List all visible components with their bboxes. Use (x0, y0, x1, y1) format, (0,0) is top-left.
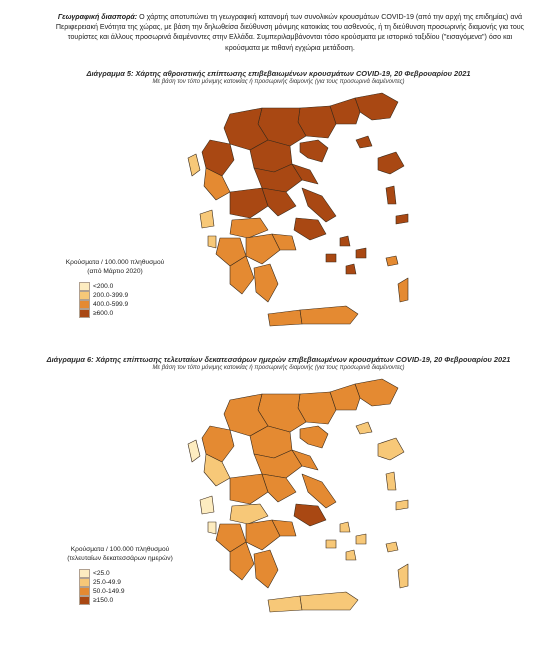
region-laconia (254, 550, 278, 588)
region-chalkidiki (300, 140, 328, 162)
legend-item (79, 578, 185, 587)
legend-label: <200.0 (93, 283, 114, 290)
region-crete-east (300, 306, 358, 324)
region-cyclades-3 (326, 254, 336, 262)
region-cyclades-4 (346, 550, 356, 560)
legend-swatch (79, 569, 90, 578)
region-sterea-west (230, 188, 268, 218)
legend-label: 400.0-599.9 (93, 301, 129, 308)
figure5-subtitle: Με βάση τον τόπο μόνιμης κατοικίας ή προσωρινής διαμονής (για τους προσωρινά διαμένοντες) (152, 79, 405, 85)
region-crete-east (300, 592, 358, 610)
region-samos (396, 214, 408, 224)
figure6-subtitle: Με βάση τον τόπο μόνιμης κατοικίας ή προσωρινής διαμονής (για τους προσωρινά διαμένοντες) (152, 365, 405, 371)
legend-label: 200.0-399.9 (93, 292, 129, 299)
region-thrace-east (355, 93, 398, 120)
region-lesvos (378, 152, 404, 174)
region-thrace-east (355, 379, 398, 406)
legend-item (79, 309, 175, 318)
region-lesvos (378, 438, 404, 460)
figure5-title: Διάγραμμα 5: Χάρτης αθροιστικής επίπτωσης επιβεβαιωμένων κρουσμάτων COVID-19, 20 Φεβρουαρίου 2021 (86, 69, 471, 78)
figure6-legend (55, 545, 185, 605)
legend-label: ≥600.0 (93, 310, 114, 317)
region-laconia (254, 264, 278, 302)
legend-swatch (79, 282, 90, 291)
legend-swatch (79, 309, 90, 318)
region-zakynthos (208, 522, 216, 534)
legend-swatch (79, 300, 90, 309)
legend-swatch (79, 596, 90, 605)
legend-label: 50.0-149.9 (93, 588, 125, 595)
region-lemnos (356, 422, 372, 434)
region-euboea (302, 474, 336, 508)
region-chios (386, 472, 396, 490)
figure5-legend-subtitle: (από Μάρτιο 2020) (87, 268, 143, 275)
legend-label: 25.0-49.9 (93, 579, 121, 586)
region-kos (386, 256, 398, 266)
region-samos (396, 500, 408, 510)
figure5-legend-title: Κρούσματα / 100.000 πληθυσμού (65, 259, 165, 266)
greece-cumulative-incidence-map (150, 88, 410, 338)
region-crete-west (268, 310, 302, 326)
region-sterea-central (262, 188, 296, 216)
legend-label: ≥150.0 (93, 597, 114, 604)
region-sterea-central (262, 474, 296, 502)
region-chios (386, 186, 396, 204)
region-corfu (188, 154, 200, 176)
region-cyclades-1 (340, 236, 350, 246)
legend-item (79, 569, 185, 578)
intro-paragraph (55, 12, 525, 53)
region-lemnos (356, 136, 372, 148)
legend-swatch (79, 578, 90, 587)
legend-item (79, 300, 175, 309)
region-sterea-west (230, 474, 268, 504)
region-crete-west (268, 596, 302, 612)
region-zakynthos (208, 236, 216, 248)
region-kefalonia (200, 210, 214, 228)
legend-swatch (79, 587, 90, 596)
region-cyclades-2 (356, 534, 366, 544)
greece-14day-incidence-map (150, 374, 410, 624)
legend-item (79, 596, 185, 605)
region-euboea (302, 188, 336, 222)
region-kos (386, 542, 398, 552)
region-cyclades-3 (326, 540, 336, 548)
region-chalkidiki (300, 426, 328, 448)
figure5-legend (55, 258, 175, 318)
region-cyclades-2 (356, 248, 366, 258)
figure6-legend-subtitle: (τελευταίων δεκατεσσάρων ημερών) (67, 555, 173, 562)
legend-item (79, 291, 175, 300)
region-cyclades-1 (340, 522, 350, 532)
region-kefalonia (200, 496, 214, 514)
legend-swatch (79, 291, 90, 300)
intro-text: Ο χάρτης αποτυπώνει τη γεωγραφική κατανομή των συνολικών κρουσμάτων COVID-19 (από την αρχή της επιδημίας) ανά Περιφερειακή Ενότητα της χώρας, με βάση την δηλωθείσα διεύθυνση μόνιμης κατοικίας του ασθενούς, ή τη διεύθυνση προσωρινής διαμονής για τους τουρίστες και άλλους προσωρινά διαμένοντες στην Ελλάδα. Συμπεριλαμβάνονται τόσο κρούσματα με ιστορικό ταξιδίου ("εισαγόμενα") όσο και κρούσματα με πιθανή εγχώρια μετάδοση. (55, 13, 525, 52)
legend-item (79, 587, 185, 596)
legend-label: <25.0 (93, 570, 110, 577)
region-cyclades-4 (346, 264, 356, 274)
region-attica (294, 218, 326, 240)
region-achaia (230, 504, 268, 524)
legend-item (79, 282, 175, 291)
region-rhodes (398, 564, 408, 588)
region-rhodes (398, 278, 408, 302)
region-corfu (188, 440, 200, 462)
region-achaia (230, 218, 268, 238)
intro-label: Γεωγραφική διασπορά: (57, 13, 138, 21)
figure6-legend-title: Κρούσματα / 100.000 πληθυσμού (70, 546, 170, 553)
figure6-title: Διάγραμμα 6: Χάρτης επίπτωσης τελευταίων δεκατεσσάρων ημερών επιβεβαιωμένων κρουσμάτων COVID-19, 20 Φεβρουαρίου 2021 (46, 355, 511, 364)
region-attica (294, 504, 326, 526)
